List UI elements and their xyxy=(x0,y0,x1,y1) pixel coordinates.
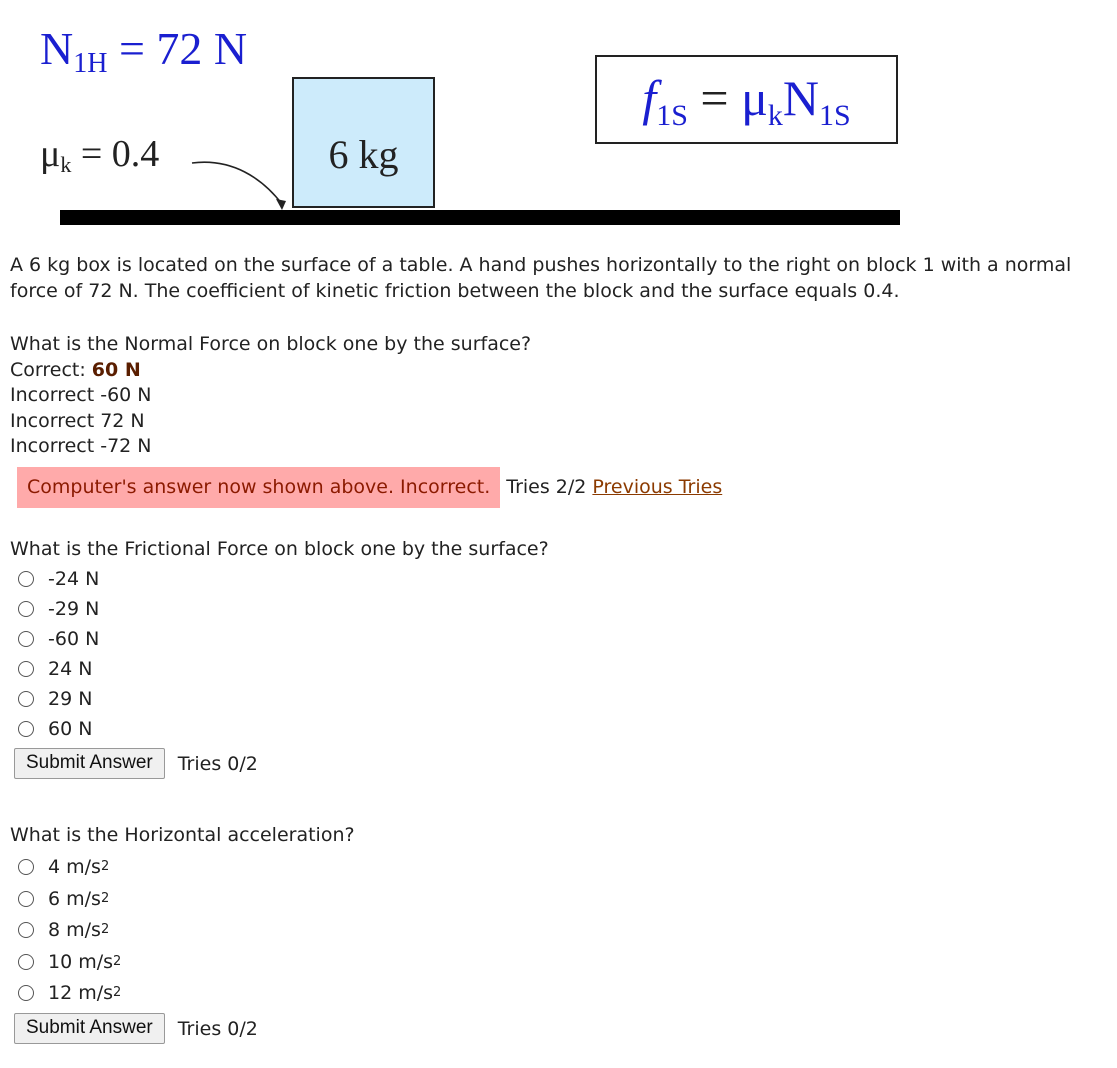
radio-button[interactable] xyxy=(18,601,34,617)
tries-count: Tries 2/2 xyxy=(506,476,587,498)
correct-value: 60 N xyxy=(91,358,141,381)
normal-force-symbol: N xyxy=(40,23,74,74)
answer-option[interactable] xyxy=(10,946,1100,978)
answer-option[interactable] xyxy=(10,978,1100,1010)
incorrect-answer: Incorrect -72 N xyxy=(10,435,152,457)
option-label: 6 m/s xyxy=(48,887,101,910)
radio-button[interactable] xyxy=(18,721,34,737)
question-frictional-force xyxy=(10,536,1100,780)
answer-option[interactable] xyxy=(10,654,1100,684)
option-label: 4 m/s xyxy=(48,856,101,879)
table-surface xyxy=(60,210,900,225)
radio-button[interactable] xyxy=(18,859,34,875)
formula-n-sub: 1S xyxy=(819,99,851,132)
question-normal-force xyxy=(10,331,1100,508)
option-label: -60 N xyxy=(48,628,100,650)
block-label: 6 kg xyxy=(328,132,399,177)
question-prompt: What is the Horizontal acceleration? xyxy=(10,824,355,846)
previous-tries-link[interactable]: Previous Tries xyxy=(592,476,723,498)
answer-option[interactable] xyxy=(10,915,1100,947)
tries-count: Tries 0/2 xyxy=(177,1017,258,1040)
problem-text: A 6 kg box is located on the surface of a table. A hand pushes horizontally to the right on block 1 with a normal force of 72 N. The coefficient of kinetic friction between the block and the surface equals 0.4. xyxy=(10,254,1072,302)
answer-option[interactable] xyxy=(10,714,1100,744)
option-label: -29 N xyxy=(48,598,100,620)
option-label: 8 m/s xyxy=(48,919,101,942)
submit-answer-button[interactable]: Submit Answer xyxy=(14,748,165,779)
radio-button[interactable] xyxy=(18,571,34,587)
answer-option[interactable] xyxy=(10,624,1100,654)
problem-content xyxy=(10,252,1100,1044)
option-label: 10 m/s xyxy=(48,950,114,973)
answer-option[interactable] xyxy=(10,594,1100,624)
radio-button[interactable] xyxy=(18,891,34,907)
option-label: 60 N xyxy=(48,718,93,740)
question-horizontal-acceleration xyxy=(10,822,1100,1044)
normal-force-subscript: 1H xyxy=(73,48,108,79)
block-6kg xyxy=(292,77,435,208)
mu-subscript: k xyxy=(60,152,72,177)
incorrect-answer: Incorrect -60 N xyxy=(10,384,152,406)
option-label: 29 N xyxy=(48,688,93,710)
option-exponent: 2 xyxy=(100,859,110,875)
mu-value: = 0.4 xyxy=(71,133,160,175)
radio-button[interactable] xyxy=(18,631,34,647)
correct-label: Correct: xyxy=(10,358,92,381)
option-label: 24 N xyxy=(48,658,93,680)
radio-button[interactable] xyxy=(18,954,34,970)
friction-formula-box xyxy=(595,55,898,144)
feedback-message: Computer's answer now shown above. Incorrect. xyxy=(17,467,500,508)
option-label: -24 N xyxy=(48,568,100,590)
formula-n: N xyxy=(782,70,820,126)
answer-option[interactable] xyxy=(10,564,1100,594)
question-prompt: What is the Frictional Force on block one by the surface? xyxy=(10,537,549,560)
submit-row xyxy=(10,1013,1100,1044)
radio-button[interactable] xyxy=(18,985,34,1001)
radio-button[interactable] xyxy=(18,661,34,677)
radio-button[interactable] xyxy=(18,922,34,938)
radio-button[interactable] xyxy=(18,691,34,707)
friction-formula xyxy=(597,69,896,133)
correct-answer xyxy=(10,357,1100,383)
mu-symbol: μ xyxy=(40,133,61,175)
answer-option[interactable] xyxy=(10,883,1100,915)
question-prompt: What is the Normal Force on block one by the surface? xyxy=(10,333,532,355)
answer-option[interactable] xyxy=(10,852,1100,884)
submit-answer-button[interactable]: Submit Answer xyxy=(14,1013,165,1044)
arrow-to-surface-icon xyxy=(0,0,1117,240)
formula-mu: μ xyxy=(741,70,768,126)
option-label: 12 m/s xyxy=(48,982,114,1005)
incorrect-answer: Incorrect 72 N xyxy=(10,409,145,432)
option-exponent: 2 xyxy=(100,890,110,906)
tries-count: Tries 0/2 xyxy=(177,752,258,775)
formula-f-sub: 1S xyxy=(656,99,688,132)
answer-option[interactable] xyxy=(10,684,1100,714)
option-exponent: 2 xyxy=(100,922,110,938)
normal-force-value: = 72 N xyxy=(107,23,248,74)
feedback-row xyxy=(10,467,1100,508)
submit-row xyxy=(10,748,1100,779)
option-exponent: 2 xyxy=(113,953,122,969)
option-exponent: 2 xyxy=(113,985,122,1001)
problem-figure xyxy=(0,0,1117,240)
formula-f: f xyxy=(642,70,657,126)
formula-mu-sub: k xyxy=(767,99,783,132)
formula-equals: = xyxy=(687,70,742,126)
